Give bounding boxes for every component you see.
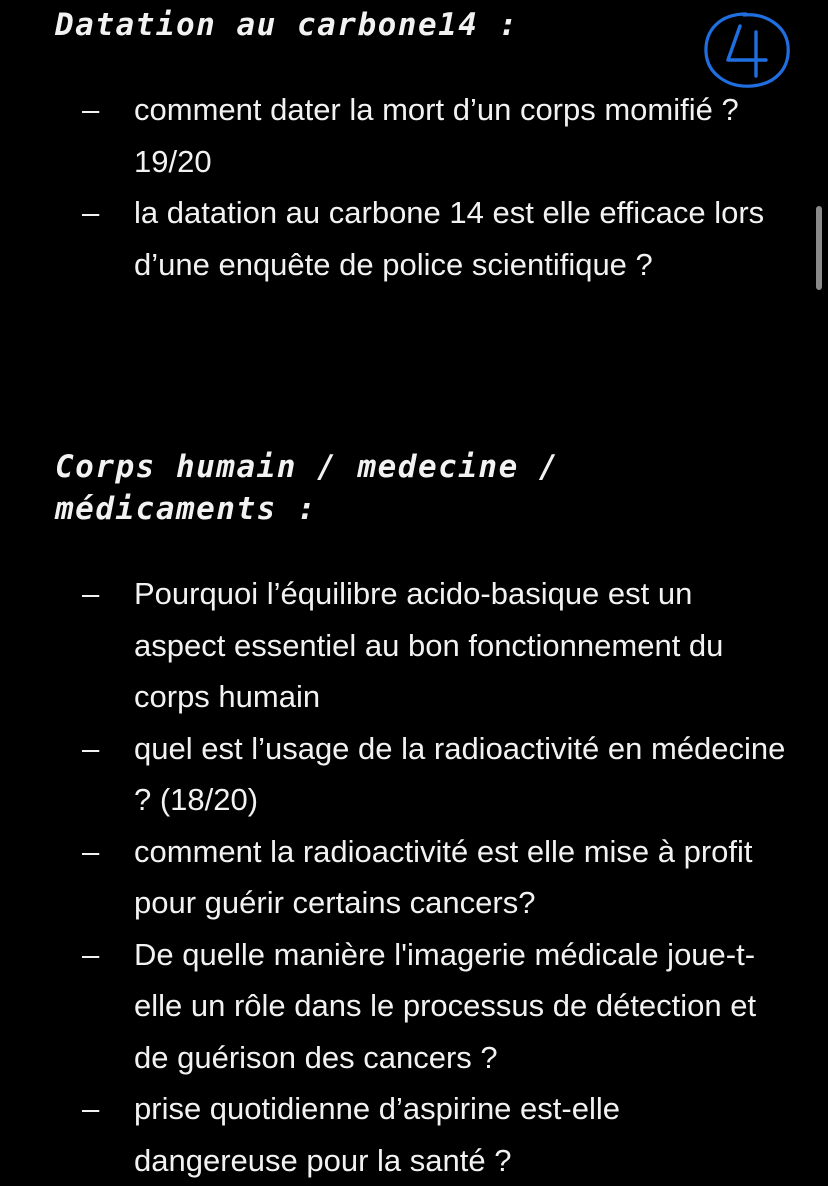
list-item-text: comment dater la mort d’un corps momifié ? 19/20 (134, 92, 739, 179)
carbon-dating-list (0, 84, 828, 290)
list-item (0, 929, 828, 1084)
human-body-list (0, 568, 828, 1186)
handwritten-circled-number-icon (700, 10, 794, 90)
bullet-dash: – (82, 833, 100, 869)
list-item-text: la datation au carbone 14 est elle efficace lors d’une enquête de police scientifique ? (134, 195, 765, 282)
list-item-text: quel est l’usage de la radioactivité en médecine ? (18/20) (134, 730, 786, 817)
list-item (0, 826, 828, 929)
bullet-dash: – (82, 576, 100, 611)
section-title-human-body: Corps humain / medecine / médicaments : (55, 449, 580, 527)
scrollbar-thumb[interactable] (816, 206, 822, 290)
list-item (0, 84, 828, 187)
list-item (0, 1083, 828, 1186)
list-item (0, 723, 828, 826)
bullet-dash: – (82, 730, 100, 766)
list-item-text: De quelle manière l'imagerie médicale joue-t-elle un rôle dans le processus de détection et de guérison des cancers ? (134, 936, 757, 1075)
list-item (0, 187, 828, 290)
list-item-text: prise quotidienne d’aspirine est-elle dangereuse pour la santé ? (134, 1091, 620, 1178)
section-title-carbon-dating: Datation au carbone14 : (55, 7, 519, 43)
bullet-dash: – (82, 92, 100, 127)
list-item (0, 568, 828, 723)
bullet-dash: – (82, 1091, 100, 1126)
list-item-text: Pourquoi l’équilibre acido-basique est un aspect essentiel au bon fonctionnement du corps humain (134, 576, 724, 714)
bullet-dash: – (82, 936, 100, 972)
list-item-text: comment la radioactivité est elle mise à profit pour guérir certains cancers? (134, 833, 753, 920)
bullet-dash: – (82, 195, 100, 230)
